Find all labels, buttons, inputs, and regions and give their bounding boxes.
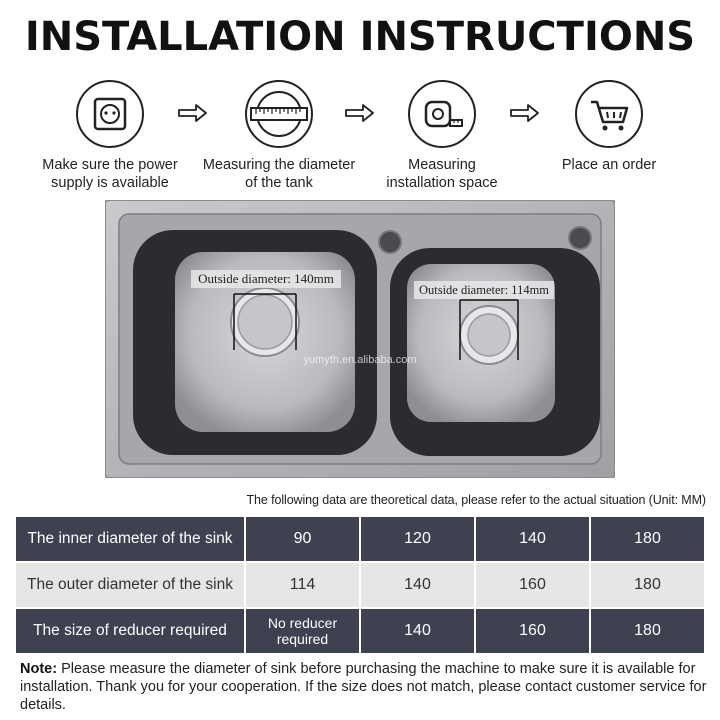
disclaimer-text: The following data are theoretical data, please refer to the actual situation (Unit: MM) — [246, 493, 706, 507]
row-header: The inner diameter of the sink — [15, 516, 245, 562]
step-measure-space — [357, 80, 527, 192]
row-header: The outer diameter of the sink — [15, 562, 245, 608]
table-cell: 140 — [360, 562, 475, 608]
page-title: INSTALLATION INSTRUCTIONS — [24, 14, 696, 60]
table-cell: 180 — [590, 608, 705, 654]
shopping-cart-icon — [575, 80, 643, 148]
step-label: Measuring installation space — [386, 157, 498, 191]
sink-size-table — [14, 515, 706, 655]
note-text: Note: Please measure the diameter of sink before purchasing the machine to make sure it is available for installation. Thank you for your cooperation. If the size does not match, please contact customer service for details. — [20, 661, 707, 713]
right-diameter-label: Outside diameter: 114mm — [418, 283, 550, 297]
table-cell: 160 — [475, 608, 590, 654]
sink-illustration — [105, 200, 615, 478]
table-cell: 160 — [475, 562, 590, 608]
table-row — [15, 516, 705, 562]
left-diameter-label: Outside diameter: 140mm — [198, 271, 334, 286]
arrow-right-icon — [510, 104, 540, 122]
step-place-order — [524, 80, 694, 174]
table-cell: 180 — [590, 562, 705, 608]
step-label: Place an order — [561, 157, 657, 173]
arrow-right-icon — [345, 104, 375, 122]
steps-row — [0, 80, 720, 200]
tape-measure-icon — [408, 80, 476, 148]
watermark: yumyth.en.alibaba.com — [303, 354, 417, 366]
table-cell: No reducer required — [245, 608, 360, 654]
row-header: The size of reducer required — [15, 608, 245, 654]
table-cell: 140 — [475, 516, 590, 562]
arrow-right-icon — [178, 104, 208, 122]
step-measure-tank — [194, 80, 364, 192]
step-label: Measuring the diameter of the tank — [202, 157, 356, 191]
ruler-icon — [245, 80, 313, 148]
step-power — [25, 80, 195, 192]
table-cell: 114 — [245, 562, 360, 608]
table-row — [15, 562, 705, 608]
step-label: Make sure the power supply is available — [42, 157, 178, 191]
table-cell: 120 — [360, 516, 475, 562]
table-cell: 140 — [360, 608, 475, 654]
table-cell: 180 — [590, 516, 705, 562]
table-cell: 90 — [245, 516, 360, 562]
table-row — [15, 608, 705, 654]
power-outlet-icon — [76, 80, 144, 148]
